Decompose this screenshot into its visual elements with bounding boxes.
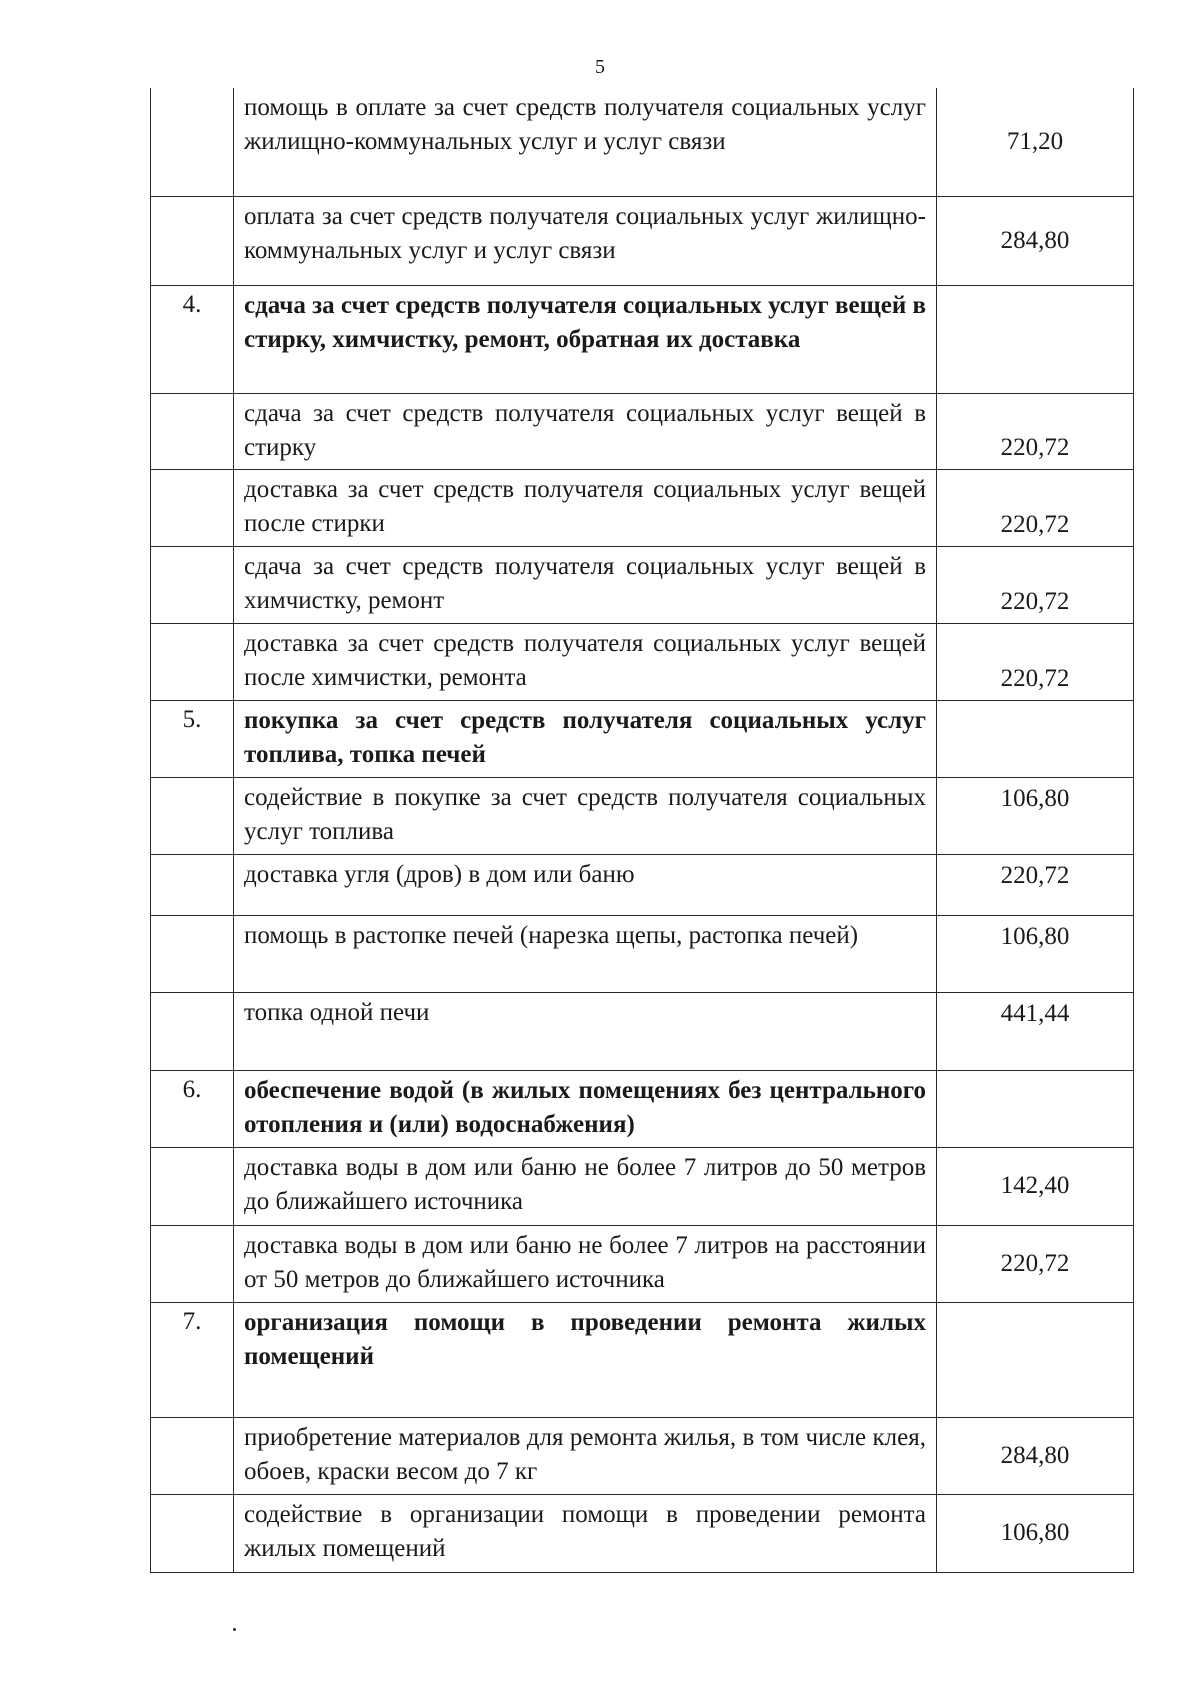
service-name-cell: помощь в оплате за счет средств получателя социальных услуг жилищно-коммунальных услуг и услуг связи: [234, 88, 937, 196]
price-cell: 220,72: [937, 623, 1134, 700]
table-row: [151, 1494, 1134, 1572]
tariff-table-body: [151, 88, 1134, 1572]
row-number-cell: [151, 469, 234, 546]
row-number-cell: [151, 1417, 234, 1494]
table-row: [151, 777, 1134, 854]
row-number-cell: 5.: [151, 700, 234, 777]
service-name-cell: доставка воды в дом или баню не более 7 литров до 50 метров до ближайшего источника: [234, 1147, 937, 1225]
price-cell: 220,72: [937, 469, 1134, 546]
service-name-cell: приобретение материалов для ремонта жилья, в том числе клея, обоев, краски весом до 7 кг: [234, 1417, 937, 1494]
row-number-cell: 4.: [151, 285, 234, 393]
row-number-cell: [151, 1225, 234, 1302]
section-row: [151, 1302, 1134, 1417]
table-row: [151, 915, 1134, 992]
row-number-cell: 7.: [151, 1302, 234, 1417]
row-number-cell: [151, 992, 234, 1070]
row-number-cell: [151, 393, 234, 469]
table-row: [151, 393, 1134, 469]
table-row: [151, 992, 1134, 1070]
service-name-cell: топка одной печи: [234, 992, 937, 1070]
row-number-cell: [151, 854, 234, 915]
price-cell: 106,80: [937, 915, 1134, 992]
tariff-table: [150, 88, 1134, 1573]
price-cell: [937, 700, 1134, 777]
row-number-cell: [151, 915, 234, 992]
section-title-cell: покупка за счет средств получателя социальных услуг топлива, топка печей: [234, 700, 937, 777]
section-title-cell: сдача за счет средств получателя социальных услуг вещей в стирку, химчистку, ремонт, обратная их доставка: [234, 285, 937, 393]
page-number: 5: [595, 56, 605, 78]
section-title-cell: организация помощи в проведении ремонта жилых помещений: [234, 1302, 937, 1417]
service-name-cell: содействие в организации помощи в проведении ремонта жилых помещений: [234, 1494, 937, 1572]
service-name-cell: сдача за счет средств получателя социальных услуг вещей в химчистку, ремонт: [234, 546, 937, 623]
service-name-cell: сдача за счет средств получателя социальных услуг вещей в стирку: [234, 393, 937, 469]
price-cell: 71,20: [937, 88, 1134, 196]
service-name-cell: доставка воды в дом или баню не более 7 литров на расстоянии от 50 метров до ближайшего источника: [234, 1225, 937, 1302]
row-number-cell: [151, 777, 234, 854]
scan-speck: [233, 1628, 236, 1631]
section-row: [151, 1070, 1134, 1147]
row-number-cell: [151, 1494, 234, 1572]
table-row: [151, 196, 1134, 285]
table-row: [151, 623, 1134, 700]
table-row: [151, 1225, 1134, 1302]
price-cell: 220,72: [937, 546, 1134, 623]
table-row: [151, 1147, 1134, 1225]
price-cell: [937, 285, 1134, 393]
row-number-cell: [151, 1147, 234, 1225]
price-cell: 284,80: [937, 1417, 1134, 1494]
table-row: [151, 1417, 1134, 1494]
row-number-cell: [151, 623, 234, 700]
service-name-cell: доставка за счет средств получателя социальных услуг вещей после химчистки, ремонта: [234, 623, 937, 700]
price-cell: 220,72: [937, 393, 1134, 469]
price-cell: 106,80: [937, 1494, 1134, 1572]
row-number-cell: [151, 546, 234, 623]
row-number-cell: [151, 196, 234, 285]
service-name-cell: помощь в растопке печей (нарезка щепы, растопка печей): [234, 915, 937, 992]
price-cell: 441,44: [937, 992, 1134, 1070]
row-number-cell: 6.: [151, 1070, 234, 1147]
price-cell: 220,72: [937, 854, 1134, 915]
price-cell: [937, 1070, 1134, 1147]
price-cell: [937, 1302, 1134, 1417]
price-cell: 106,80: [937, 777, 1134, 854]
table-row: [151, 546, 1134, 623]
price-cell: 284,80: [937, 196, 1134, 285]
section-row: [151, 700, 1134, 777]
service-name-cell: доставка за счет средств получателя социальных услуг вещей после стирки: [234, 469, 937, 546]
service-name-cell: доставка угля (дров) в дом или баню: [234, 854, 937, 915]
table-row: [151, 854, 1134, 915]
price-cell: 220,72: [937, 1225, 1134, 1302]
service-name-cell: оплата за счет средств получателя социальных услуг жилищно-коммунальных услуг и услуг связи: [234, 196, 937, 285]
section-title-cell: обеспечение водой (в жилых помещениях без центрального отопления и (или) водоснабжения): [234, 1070, 937, 1147]
row-number-cell: [151, 88, 234, 196]
table-row: [151, 469, 1134, 546]
service-name-cell: содействие в покупке за счет средств получателя социальных услуг топлива: [234, 777, 937, 854]
price-cell: 142,40: [937, 1147, 1134, 1225]
table-row: [151, 88, 1134, 196]
section-row: [151, 285, 1134, 393]
